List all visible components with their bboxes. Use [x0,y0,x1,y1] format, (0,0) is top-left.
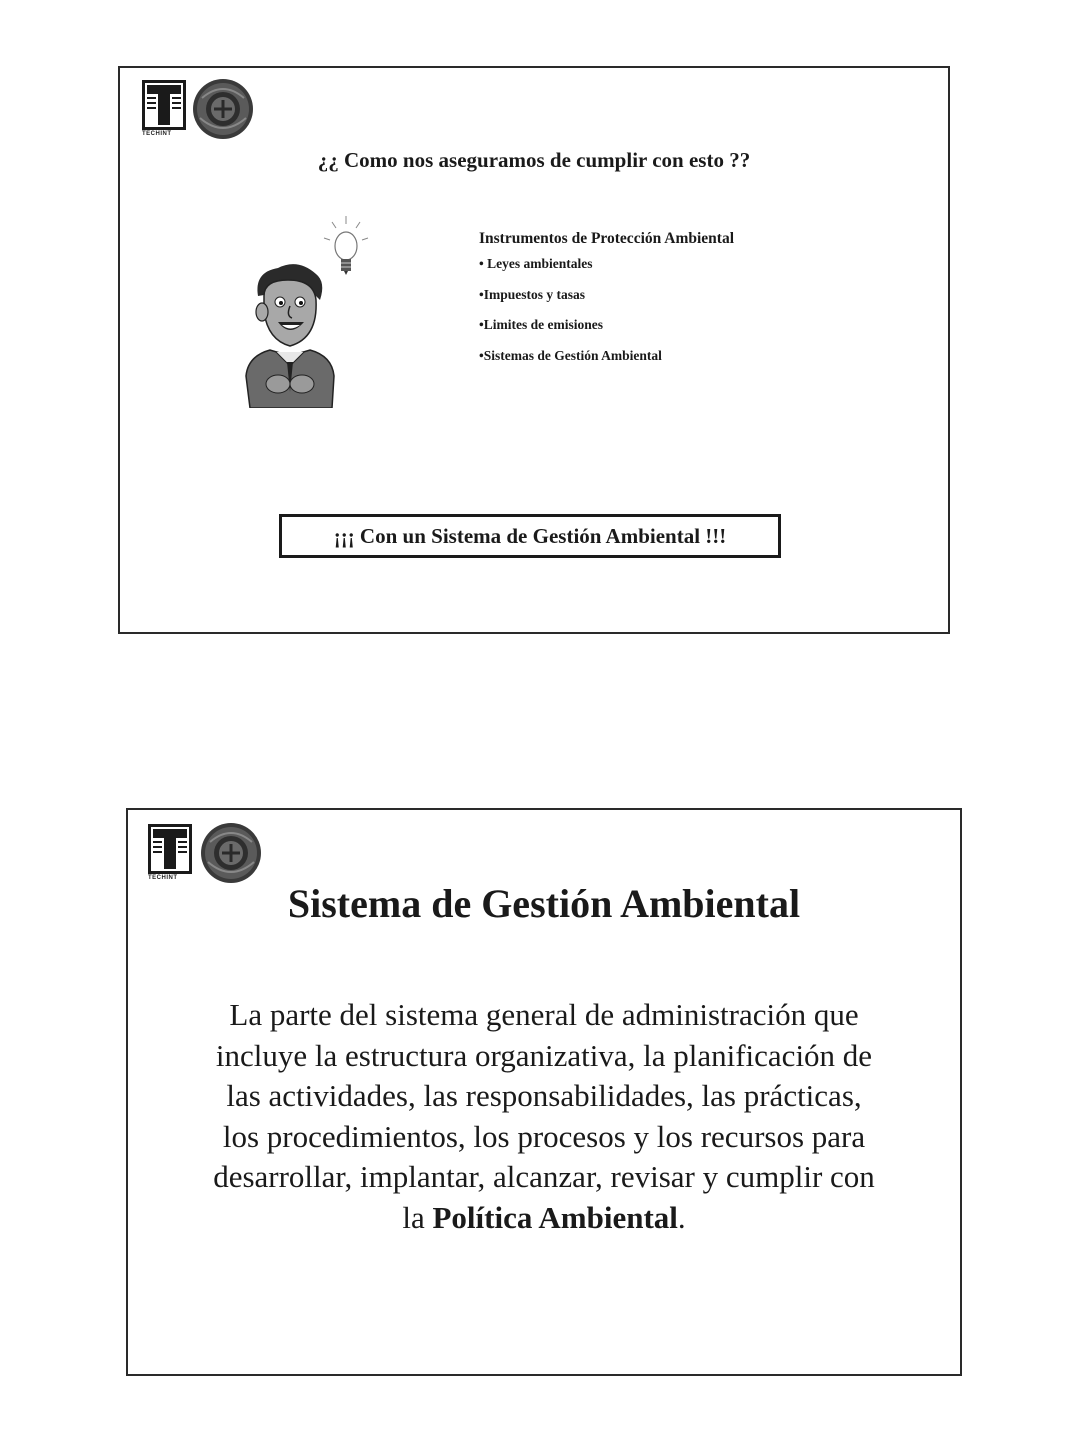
slide-2 [126,808,962,1376]
slide-1-title: ¿¿ Como nos aseguramos de cumplir con esto ?? [317,148,751,172]
paragraph-line: las actividades, las responsabilidades, las prácticas, [226,1078,862,1113]
techint-t-logo-icon [142,80,186,138]
cartoon-man-icon [240,216,382,408]
instruments-heading: Instrumentos de Protección Ambiental [479,230,735,247]
last-line-prefix: la [402,1199,433,1235]
list-item: •Sistemas de Gestión Ambiental [479,347,662,363]
answer-box: ¡¡¡ Con un Sistema de Gestión Ambiental !!! [279,514,781,558]
definition-paragraph [148,995,940,1238]
list-item: • Leyes ambientales [479,256,593,271]
techint-t-logo-icon [148,824,192,882]
paragraph-line: desarrollar, implantar, alcanzar, revisar y cumplir con [213,1159,875,1194]
list-item: •Limites de emisiones [479,317,603,332]
logo-caption: TECHINT [142,131,172,137]
politica-ambiental-term: Política Ambiental [432,1199,678,1235]
slide-2-title: Sistema de Gestión Ambiental [287,881,801,926]
paragraph-line: los procedimientos, los procesos y los recursos para [222,1118,866,1154]
lightbulb-icon [324,216,368,275]
list-item: •Impuestos y tasas [479,286,585,302]
instruments-block [479,230,909,378]
paragraph-last-line [148,1198,940,1239]
seal-emblem-icon [200,822,262,884]
last-line-suffix: . [677,1199,686,1235]
slide-1 [118,66,950,634]
paragraph-line: incluye la estructura organizativa, la planificación de [215,1037,873,1073]
seal-emblem-icon [192,78,254,140]
logo-caption: TECHINT [148,875,178,881]
instruments-list [479,256,909,378]
paragraph-line: La parte del sistema general de administración que [229,997,859,1032]
